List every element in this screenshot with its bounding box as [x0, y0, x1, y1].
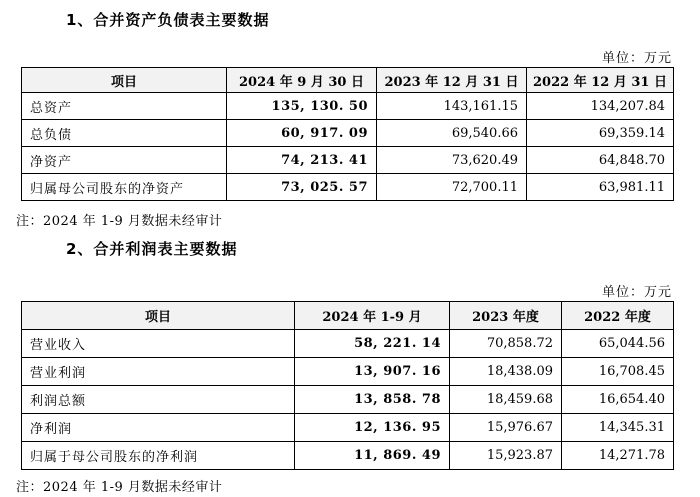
table-row [22, 442, 674, 470]
cell-2023: 18,459.68 [450, 386, 562, 414]
col-header-2022: 2022 年度 [562, 302, 674, 330]
col-header-2023: 2023 年 12 月 31 日 [377, 68, 527, 93]
cell-2024: 60, 917. 09 [227, 120, 377, 147]
cell-2023: 69,540.66 [377, 120, 527, 147]
cell-2024: 13, 907. 16 [295, 358, 450, 386]
row-label: 归属于母公司股东的净利润 [22, 442, 295, 470]
cell-2023: 73,620.49 [377, 147, 527, 174]
table-row [22, 414, 674, 442]
cell-2022: 14,345.31 [562, 414, 674, 442]
table-row [22, 330, 674, 358]
section1-unit: 单位：万元 [601, 51, 672, 66]
table-row [22, 147, 674, 174]
income-statement-table [21, 301, 674, 470]
col-header-2024-9m: 2024 年 1-9 月 [295, 302, 450, 330]
cell-2023: 15,923.87 [450, 442, 562, 470]
section2-unit: 单位：万元 [601, 285, 672, 300]
cell-2023: 72,700.11 [377, 174, 527, 201]
cell-2023: 143,161.15 [377, 93, 527, 120]
row-label: 营业收入 [22, 330, 295, 358]
cell-2024: 135, 130. 50 [227, 93, 377, 120]
table-row [22, 386, 674, 414]
section2-heading: 2、合并利润表主要数据 [66, 240, 238, 258]
cell-2023: 18,438.09 [450, 358, 562, 386]
table-row [22, 93, 674, 120]
row-label: 总资产 [22, 93, 227, 120]
cell-2024: 11, 869. 49 [295, 442, 450, 470]
balance-sheet-table [21, 67, 674, 201]
col-header-2023: 2023 年度 [450, 302, 562, 330]
cell-2024: 58, 221. 14 [295, 330, 450, 358]
cell-2022: 16,708.45 [562, 358, 674, 386]
cell-2023: 15,976.67 [450, 414, 562, 442]
table-row [22, 358, 674, 386]
cell-2024: 74, 213. 41 [227, 147, 377, 174]
section1-heading: 1、合并资产负债表主要数据 [66, 11, 270, 29]
row-label: 归属母公司股东的净资产 [22, 174, 227, 201]
table-header-row [22, 302, 674, 330]
row-label: 总负债 [22, 120, 227, 147]
col-header-item: 项目 [22, 68, 227, 93]
table-row [22, 120, 674, 147]
cell-2022: 64,848.70 [527, 147, 674, 174]
cell-2024: 13, 858. 78 [295, 386, 450, 414]
col-header-2024q3: 2024 年 9 月 30 日 [227, 68, 377, 93]
row-label: 净资产 [22, 147, 227, 174]
cell-2022: 69,359.14 [527, 120, 674, 147]
cell-2022: 63,981.11 [527, 174, 674, 201]
row-label: 净利润 [22, 414, 295, 442]
cell-2024: 73, 025. 57 [227, 174, 377, 201]
section2-note: 注：2024 年 1-9 月数据未经审计 [16, 480, 223, 495]
cell-2022: 16,654.40 [562, 386, 674, 414]
cell-2023: 70,858.72 [450, 330, 562, 358]
row-label: 营业利润 [22, 358, 295, 386]
cell-2024: 12, 136. 95 [295, 414, 450, 442]
section1-note: 注：2024 年 1-9 月数据未经审计 [16, 214, 223, 229]
table-header-row [22, 68, 674, 93]
col-header-item: 项目 [22, 302, 295, 330]
col-header-2022: 2022 年 12 月 31 日 [527, 68, 674, 93]
table-row [22, 174, 674, 201]
cell-2022: 134,207.84 [527, 93, 674, 120]
cell-2022: 14,271.78 [562, 442, 674, 470]
row-label: 利润总额 [22, 386, 295, 414]
cell-2022: 65,044.56 [562, 330, 674, 358]
